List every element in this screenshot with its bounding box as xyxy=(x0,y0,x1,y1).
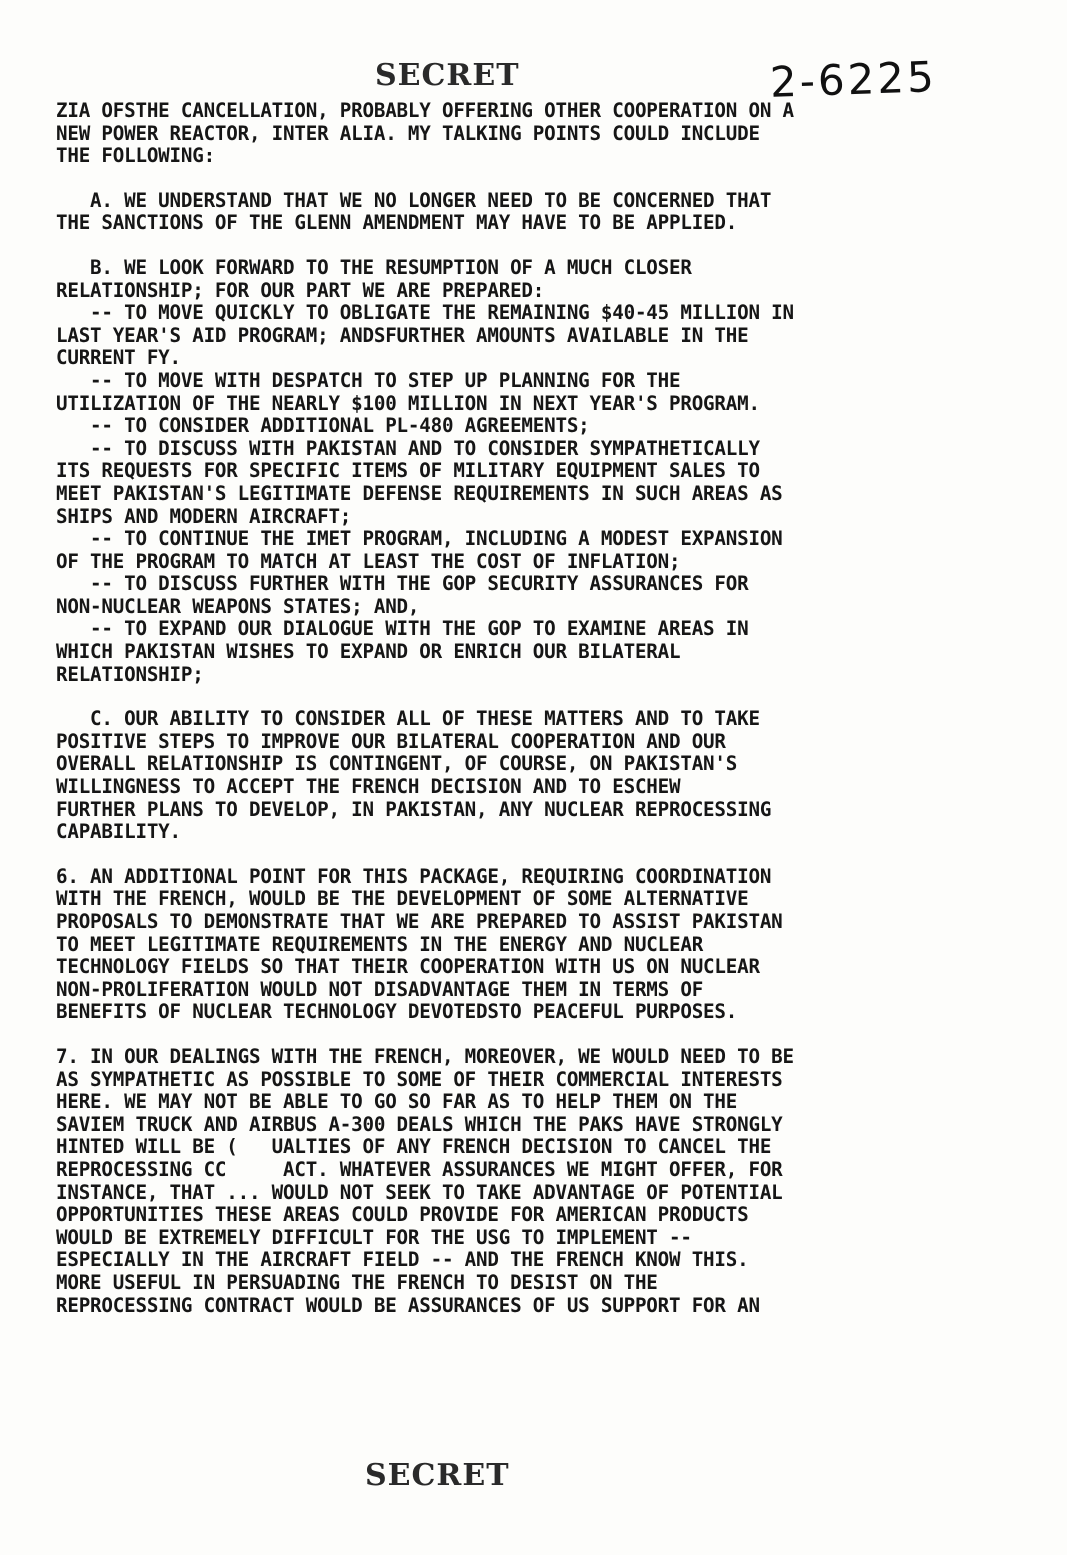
text-line: WILLINGNESS TO ACCEPT THE FRENCH DECISION AND TO ESCHEW xyxy=(56,775,681,799)
text-line: OVERALL RELATIONSHIP IS CONTINGENT, OF COURSE, ON PAKISTAN'S xyxy=(56,752,738,776)
text-line: THE SANCTIONS OF THE GLENN AMENDMENT MAY HAVE TO BE APPLIED. xyxy=(56,211,738,235)
text-line: POSITIVE STEPS TO IMPROVE OUR BILATERAL COOPERATION AND OUR xyxy=(56,729,726,753)
text-line: INSTANCE, THAT ... WOULD NOT SEEK TO TAKE ADVANTAGE OF POTENTIAL xyxy=(56,1180,783,1204)
paragraph-intro xyxy=(56,100,996,168)
text-line: ITS REQUESTS FOR SPECIFIC ITEMS OF MILITARY EQUIPMENT SALES TO xyxy=(56,459,760,483)
text-line: REPROCESSING CC ACT. WHATEVER ASSURANCES WE MIGHT OFFER, FOR xyxy=(56,1157,783,1181)
classification-header: SECRET xyxy=(375,58,520,93)
text-line: ZIA OFSTHE CANCELLATION, PROBABLY OFFERING OTHER COOPERATION ON A xyxy=(56,99,794,122)
document-body xyxy=(56,100,996,1317)
paragraph-b xyxy=(56,257,996,686)
text-line: SHIPS AND MODERN AIRCRAFT; xyxy=(56,504,352,528)
text-line: -- TO DISCUSS WITH PAKISTAN AND TO CONSIDER SYMPATHETICALLY xyxy=(56,436,760,460)
text-line: MORE USEFUL IN PERSUADING THE FRENCH TO DESIST ON THE xyxy=(56,1270,658,1294)
text-line: HERE. WE MAY NOT BE ABLE TO GO SO FAR AS TO HELP THEM ON THE xyxy=(56,1090,738,1114)
classification-footer: SECRET xyxy=(365,1458,510,1493)
paragraph-7 xyxy=(56,1046,996,1317)
text-line: THE FOLLOWING: xyxy=(56,144,215,168)
text-line: 7. IN OUR DEALINGS WITH THE FRENCH, MOREOVER, WE WOULD NEED TO BE xyxy=(56,1044,794,1068)
text-line: A. WE UNDERSTAND THAT WE NO LONGER NEED TO BE CONCERNED THAT xyxy=(56,188,772,212)
text-line: -- TO CONTINUE THE IMET PROGRAM, INCLUDING A MODEST EXPANSION xyxy=(56,527,783,551)
text-line: -- TO EXPAND OUR DIALOGUE WITH THE GOP TO EXAMINE AREAS IN xyxy=(56,617,749,641)
text-line: WHICH PAKISTAN WISHES TO EXPAND OR ENRICH OUR BILATERAL xyxy=(56,640,681,664)
text-line: AS SYMPATHETIC AS POSSIBLE TO SOME OF THEIR COMMERCIAL INTERESTS xyxy=(56,1067,783,1091)
text-line: TO MEET LEGITIMATE REQUIREMENTS IN THE ENERGY AND NUCLEAR xyxy=(56,932,704,956)
text-line: REPROCESSING CONTRACT WOULD BE ASSURANCES OF US SUPPORT FOR AN xyxy=(56,1293,760,1317)
text-line: CURRENT FY. xyxy=(56,346,181,370)
text-line: WITH THE FRENCH, WOULD BE THE DEVELOPMENT OF SOME ALTERNATIVE xyxy=(56,887,749,911)
text-line: NEW POWER REACTOR, INTER ALIA. MY TALKING POINTS COULD INCLUDE xyxy=(56,121,760,145)
text-line: -- TO DISCUSS FURTHER WITH THE GOP SECURITY ASSURANCES FOR xyxy=(56,572,749,596)
text-line: LAST YEAR'S AID PROGRAM; ANDSFURTHER AMOUNTS AVAILABLE IN THE xyxy=(56,323,749,347)
paragraph-a xyxy=(56,190,996,235)
text-line: -- TO CONSIDER ADDITIONAL PL-480 AGREEMENTS; xyxy=(56,414,590,438)
paragraph-c xyxy=(56,708,996,844)
text-line: CAPABILITY. xyxy=(56,820,181,844)
text-line: SAVIEM TRUCK AND AIRBUS A-300 DEALS WHICH THE PAKS HAVE STRONGLY xyxy=(56,1112,783,1136)
text-line: -- TO MOVE WITH DESPATCH TO STEP UP PLANNING FOR THE xyxy=(56,368,681,392)
text-line: NON-NUCLEAR WEAPONS STATES; AND, xyxy=(56,594,420,618)
text-line: MEET PAKISTAN'S LEGITIMATE DEFENSE REQUIREMENTS IN SUCH AREAS AS xyxy=(56,481,783,505)
text-line: B. WE LOOK FORWARD TO THE RESUMPTION OF A MUCH CLOSER xyxy=(56,255,692,279)
text-line: PROPOSALS TO DEMONSTRATE THAT WE ARE PREPARED TO ASSIST PAKISTAN xyxy=(56,910,783,933)
text-line: TECHNOLOGY FIELDS SO THAT THEIR COOPERATION WITH US ON NUCLEAR xyxy=(56,955,760,979)
text-line: OPPORTUNITIES THESE AREAS COULD PROVIDE FOR AMERICAN PRODUCTS xyxy=(56,1203,749,1227)
text-line: HINTED WILL BE ( UALTIES OF ANY FRENCH DECISION TO CANCEL THE xyxy=(56,1135,772,1159)
text-line: WOULD BE EXTREMELY DIFFICULT FOR THE USG TO IMPLEMENT -- xyxy=(56,1225,692,1249)
document-number: 2-6225 xyxy=(769,52,938,107)
text-line: FURTHER PLANS TO DEVELOP, IN PAKISTAN, ANY NUCLEAR REPROCESSING xyxy=(56,797,772,821)
text-line: RELATIONSHIP; FOR OUR PART WE ARE PREPARED: xyxy=(56,278,545,302)
paragraph-6 xyxy=(56,866,996,1024)
text-line: 6. AN ADDITIONAL POINT FOR THIS PACKAGE, REQUIRING COORDINATION xyxy=(56,864,772,888)
text-line: RELATIONSHIP; xyxy=(56,662,204,686)
text-line: OF THE PROGRAM TO MATCH AT LEAST THE COST OF INFLATION; xyxy=(56,549,681,573)
text-line: UTILIZATION OF THE NEARLY $100 MILLION IN NEXT YEAR'S PROGRAM. xyxy=(56,391,760,415)
text-line: -- TO MOVE QUICKLY TO OBLIGATE THE REMAINING $40-45 MILLION IN xyxy=(56,301,794,325)
text-line: BENEFITS OF NUCLEAR TECHNOLOGY DEVOTEDSTO PEACEFUL PURPOSES. xyxy=(56,1000,738,1024)
text-line: NON-PROLIFERATION WOULD NOT DISADVANTAGE THEM IN TERMS OF xyxy=(56,977,704,1001)
text-line: ESPECIALLY IN THE AIRCRAFT FIELD -- AND THE FRENCH KNOW THIS. xyxy=(56,1248,749,1272)
text-line: C. OUR ABILITY TO CONSIDER ALL OF THESE MATTERS AND TO TAKE xyxy=(56,707,760,731)
